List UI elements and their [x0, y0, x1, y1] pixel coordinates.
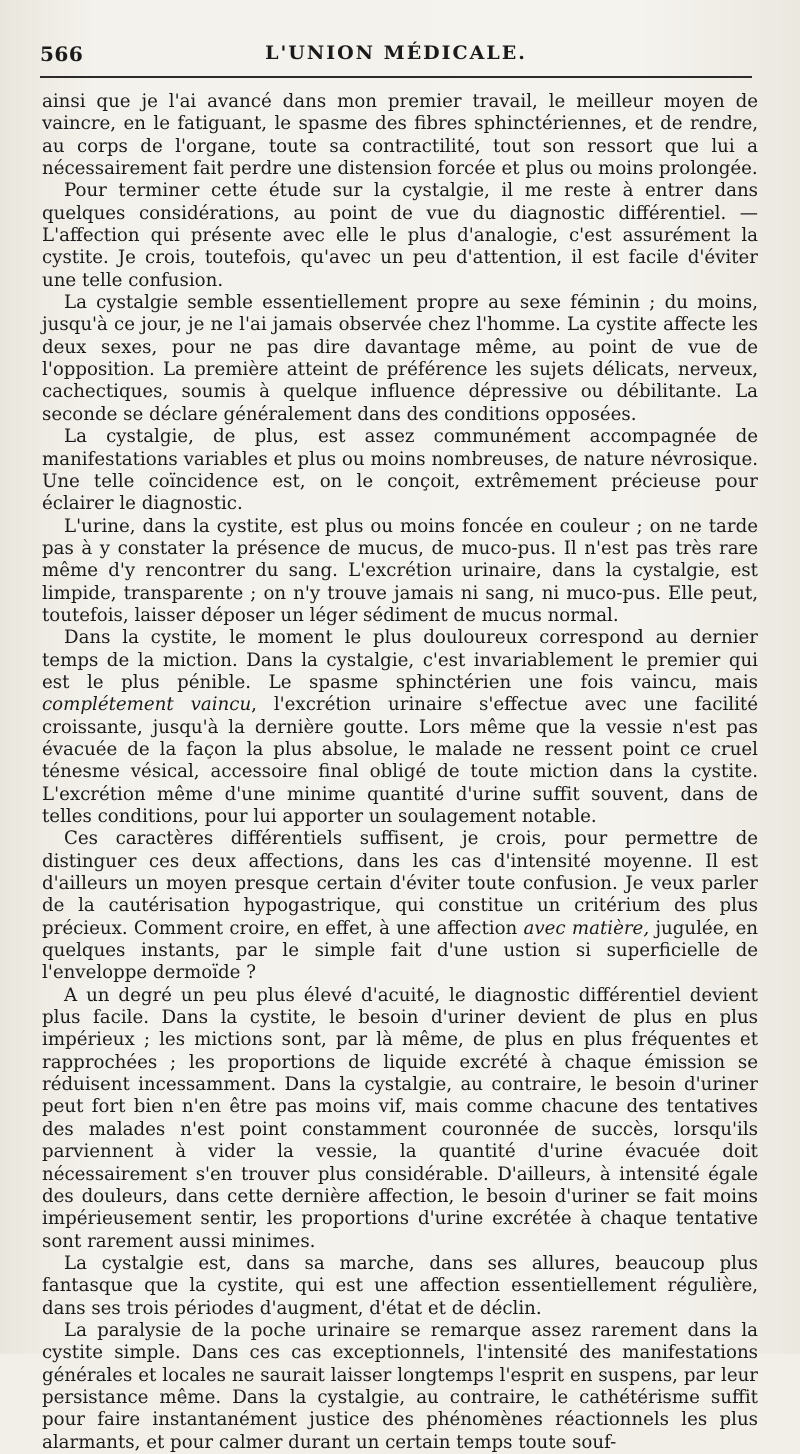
- text-run: La cystalgie semble essentiellement propre au sexe féminin ; du moins, jusqu'à ce jour, je ne l'ai jamais observée chez l'homme. La cystite affecte les deux sexes, pour ne pas dire davantage même, au point de vue de l'opposition. La première atteint de préférence les sujets délicats, nerveux, cachectiques, soumis à quelque influence dépressive ou débilitante. La seconde se déclare généralement dans des conditions opposées.: [42, 292, 758, 425]
- text-run: Pour terminer cette étude sur la cystalgie, il me reste à entrer dans quelques considérations, au point de vue du diagnostic différentiel. — L'affection qui présente avec elle le plus d'analogie, c'est assurément la cystite. Je crois, toutefois, qu'avec un peu d'attention, il est facile d'éviter une telle confusion.: [42, 180, 758, 291]
- page-header: [40, 42, 752, 78]
- italic-text: complétement vaincu: [42, 694, 252, 716]
- paragraph: [42, 516, 758, 628]
- paragraph: [42, 1320, 758, 1454]
- paragraph: [42, 1253, 758, 1320]
- paragraph: [42, 180, 758, 292]
- paragraph: [42, 985, 758, 1253]
- text-run: Ces caractères différentiels suffisent, je crois, pour permettre de distinguer ces deux affections, dans les cas d'intensité moyenne. Il est d'ailleurs un moyen presque certain d'éviter toute confusion. Je veux parler de la cautérisation hypogastrique, qui constitue un critérium des plus précieux. Comment croire, en effet, à une affection: [42, 828, 758, 939]
- header-rule: [40, 76, 752, 78]
- text-run: La paralysie de la poche urinaire se remarque assez rarement dans la cystite simple. Dans ces cas exceptionnels, l'intensité des manifestations générales et locales ne saurait laisser longtemps l'esprit en suspens, par leur persistance même. Dans la cystalgie, au contraire, le cathétérisme suffit pour faire instantanément justice des phénomènes réactionnels les plus alarmants, et pour calmer durant un certain temps toute souf-: [42, 1319, 758, 1453]
- text-run: ainsi que je l'ai avancé dans mon premier travail, le meilleur moyen de vaincre, en le fatiguant, le spasme des fibres sphinctériennes, et de rendre, au corps de l'organe, toute sa contractilité, tout son ressort que lui a nécessairement fait perdre une distension forcée et plus ou moins prolongée.: [42, 91, 758, 180]
- text-run: La cystalgie, de plus, est assez communément accompagnée de manifestations variables et plus ou moins nombreuses, de nature névrosique. Une telle coïncidence est, on le conçoit, extrêmement précieuse pour éclairer le diagnostic.: [42, 426, 758, 515]
- text-run: Dans la cystite, le moment le plus douloureux correspond au dernier temps de la miction. Dans la cystalgie, c'est invariablement le premier qui est le plus pénible. Le spasme sphinctérien une fois vaincu, mais: [42, 627, 758, 693]
- paragraph: [42, 828, 758, 984]
- paragraph: [42, 627, 758, 828]
- italic-text: avec matière,: [523, 917, 650, 939]
- running-title: L'UNION MÉDICALE.: [265, 42, 527, 64]
- paragraph: [42, 426, 758, 515]
- body-text: [42, 91, 758, 1454]
- text-run: La cystalgie est, dans sa marche, dans ses allures, beaucoup plus fantasque que la cystite, qui est une affection essentiellement régulière, dans ses trois périodes d'augment, d'état et de déclin.: [42, 1252, 758, 1319]
- text-run: jugulée, en quelques instants, par le simple fait d'une ustion si superficielle de l'enveloppe dermoïde ?: [42, 917, 758, 984]
- text-run: A un degré un peu plus élevé d'acuité, le diagnostic différentiel devient plus facile. Dans la cystite, le besoin d'uriner devient de plus en plus impérieux ; les mictions sont, par là même, de plus en plus fréquentes et rapprochées ; les proportions de liquide excrété à chaque émission se réduisent incessamment. Dans la cystalgie, au contraire, le besoin d'uriner peut fort bien n'en être pas moins vif, mais comme chacune des tentatives des malades n'est point constamment couronnée de succès, lorsqu'ils parviennent à vider la vessie, la quantité d'urine évacuée doit nécessairement s'en trouver plus considérable. D'ailleurs, à intensité égale des douleurs, dans cette dernière affection, le besoin d'uriner se fait moins impérieusement sentir, les proportions d'urine excrétée à chaque tentative sont rarement aussi minimes.: [42, 984, 758, 1252]
- text-run: L'urine, dans la cystite, est plus ou moins foncée en couleur ; on ne tarde pas à y constater la présence de mucus, de muco-pus. Il n'est pas très rare même d'y rencontrer du sang. L'excrétion urinaire, dans la cystalgie, est limpide, transparente ; on n'y trouve jamais ni sang, ni muco-pus. Elle peut, toutefois, laisser déposer un léger sédiment de mucus normal.: [42, 515, 758, 626]
- text-run: , l'excrétion urinaire s'effectue avec une facilité croissante, jusqu'à la dernière goutte. Lors même que la vessie n'est pas évacuée de la façon la plus absolue, le malade ne ressent point ce cruel ténesme vésical, accessoire final obligé de toute miction dans la cystite. L'excrétion même d'une minime quantité d'urine suffit souvent, dans de telles conditions, pour lui apporter un soulagement notable.: [42, 694, 758, 827]
- paragraph: [42, 292, 758, 426]
- page-number: 566: [40, 42, 84, 66]
- paragraph: [42, 91, 758, 180]
